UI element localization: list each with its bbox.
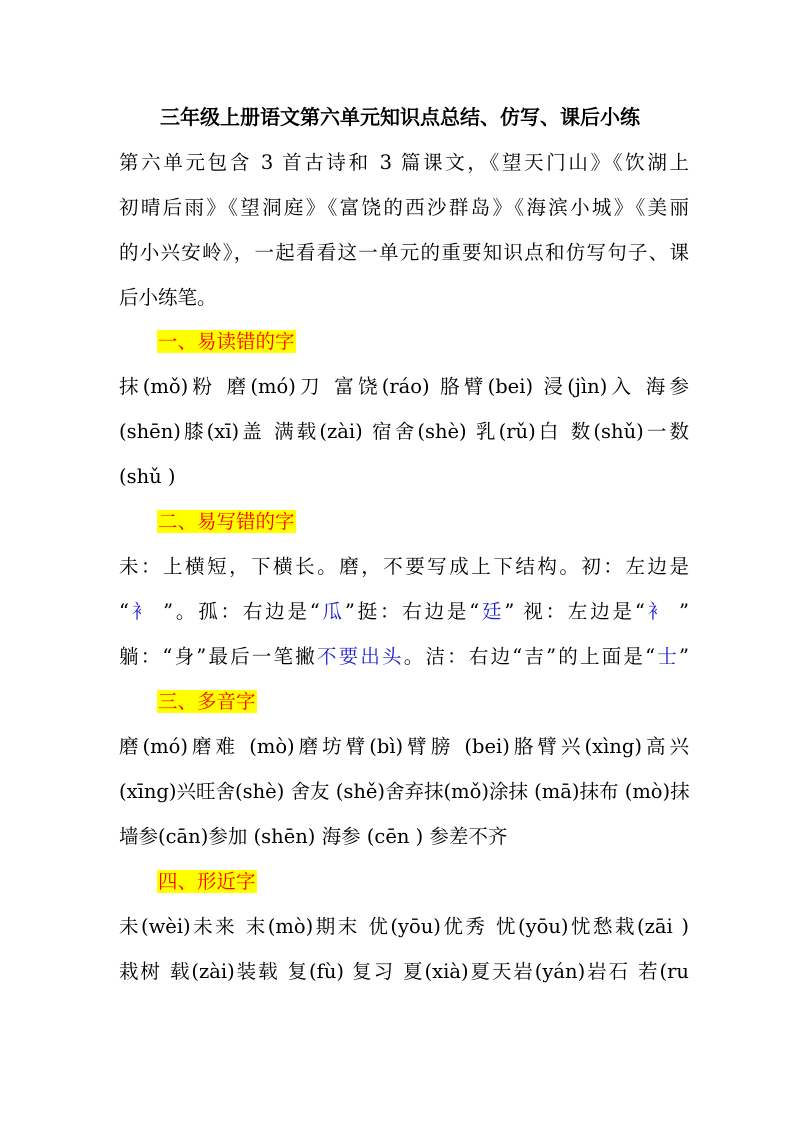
emphasis-text: 瓜 <box>319 600 345 623</box>
section-4-line-1: 未(wèi)未来 末(mò)期末 优(yōu)优秀 忧(yōu)忧愁栽(zāi ) <box>119 915 689 938</box>
emphasis-text: 廷 <box>479 600 505 623</box>
section-3-line-1: 磨(mó)磨难 (mò)磨坊臂(bì)臂膀 (bei)胳臂兴(xìng)高兴 <box>119 735 689 758</box>
intro-line-1: 第六单元包含 3 首古诗和 3 篇课文，《望天门山》《饮湖上 <box>119 151 689 174</box>
section-1-line-1: 抹(mǒ)粉 磨(mó)刀 富饶(ráo) 胳臂(bei) 浸(jìn)入 海参 <box>119 375 689 398</box>
intro-line-4: 后小练笔。 <box>119 286 217 309</box>
section-2-line-2: “衤 ”。孤：右边是“瓜”挺：右边是“廷” 视：左边是“衤 ” <box>119 600 689 623</box>
emphasis-text: 衤 <box>644 600 670 623</box>
section-heading-4: 四、形近字 <box>158 870 256 893</box>
document-title: 三年级上册语文第六单元知识点总结、仿写、课后小练 <box>160 105 640 129</box>
emphasis-text: 衤 <box>128 600 155 623</box>
intro-line-3: 的小兴安岭》，一起看看这一单元的重要知识点和仿写句子、课 <box>119 241 689 264</box>
section-heading-1: 一、易读错的字 <box>158 330 295 353</box>
section-1-line-2: (shēn)膝(xī)盖 满载(zài) 宿舍(shè) 乳(rǔ)白 数(shǔ)一数 <box>119 420 689 443</box>
section-2-line-1: 未：上横短，下横长。磨，不要写成上下结构。初：左边是 <box>119 555 689 578</box>
section-4-line-2: 栽树 载(zài)装载 复(fù) 复习 夏(xià)夏天岩(yán)岩石 若(ru <box>119 960 689 983</box>
section-heading-2: 二、易写错的字 <box>158 510 295 533</box>
intro-line-2: 初晴后雨》《望洞庭》《富饶的西沙群岛》《海滨小城》《美丽 <box>119 196 689 219</box>
section-heading-3: 三、多音字 <box>158 690 256 713</box>
section-3-line-3: 墙参(cān)参加 (shēn) 海参 (cēn ) 参差不齐 <box>119 825 508 848</box>
section-2-line-3: 躺：“身”最后一笔撇不要出头。洁：右边“吉”的上面是“士” <box>119 645 689 668</box>
emphasis-text: 士 <box>655 645 679 668</box>
section-3-line-2: (xīng)兴旺舍(shè) 舍友 (shě)舍弃抹(mǒ)涂抹 (mā)抹布 (mò)抹 <box>119 780 690 803</box>
emphasis-text: 不要出头 <box>316 645 404 668</box>
section-1-line-3: (shǔ ) <box>119 465 176 488</box>
